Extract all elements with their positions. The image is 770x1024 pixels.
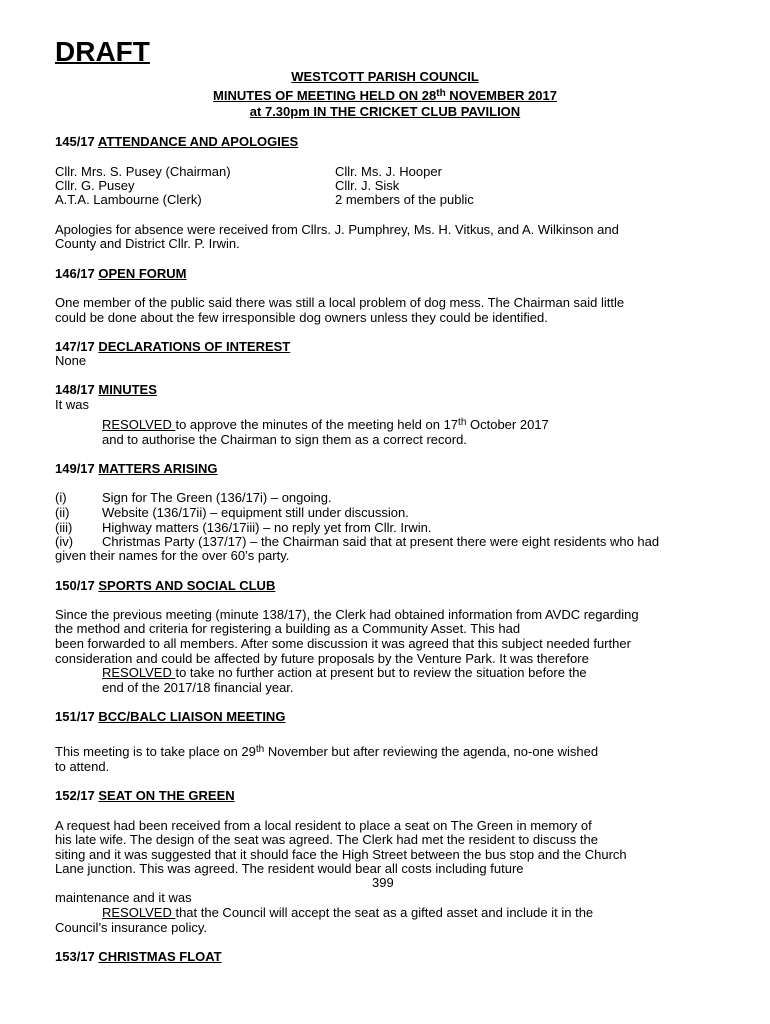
paragraph-line: to attend. — [55, 759, 110, 774]
attendee-right: 2 members of the public — [335, 192, 474, 207]
section-heading-sports-social: 150/17 SPORTS AND SOCIAL CLUB — [55, 578, 276, 593]
apologies-line: County and District Cllr. P. Irwin. — [55, 236, 240, 251]
resolved-line: end of the 2017/18 financial year. — [102, 680, 294, 695]
document-page: DRAFT WESTCOTT PARISH COUNCIL MINUTES OF MEETING HELD ON 28th NOVEMBER 2017 at 7.30pm IN THE CRICKET CLUB PAVILION 145/17 ATTENDANCE AND APOLOGIES Cllr. Mrs. S. Pusey (Chairman) Cllr. G. Pusey A.T.A. Lambourne (Clerk) Cllr. Ms. J. Hooper Cllr. J. Sisk 2 members of the public Apologies for absence were received from Cllrs. J. Pumphrey, Ms. H. Vitkus, and A. Wilkinson and County and District Cllr. P. Irwin. 146/17 OPEN FORUM One member of the public said there was still a local problem of dog mess. The Chairman said little could be done about the few irresponsible dog owners unless they could be identified. 147/17 DECLARATIONS OF INTEREST None 148/17 MINUTES It was RESOLVED to approve the minutes of the meeting held on 17th October 2017 and to authorise the Chairman to sign them as a correct record. 149/17 MATTERS ARISING (i) Sign for The Green (136/17i) – ongoing. (ii) Website (136/17ii) – equipment still under discussion. (iii) Highway matters (136/17iii) – no reply yet from Cllr. Irwin. (iv) Christmas Party (137/17) – the Chairman said that at present there were eight residents who had given their names for the over 60’s party. 150/17 SPORTS AND SOCIAL CLUB Since the previous meeting (minute 138/17), the Clerk had obtained information from AVDC regarding the method and criteria for registering a building as a Community Asset. This had been forwarded to all members. After some discussion it was agreed that this subject needed further consideration and could be affected by future proposals by the Venture Park. It was therefore RESOLVED to take no further action at present but to review the situation before the end of the 2017/18 financial year. 151/17 BCC/BALC LIAISON MEETING This meeting is to take place on 29th November but after reviewing the agenda, no-one wished to attend. 152/17 SEAT ON THE GREEN A request had been received from a local resident to place a seat on The Green in memory of his late wife. The design of the seat was agreed. The Clerk had met the resident to discuss the siting and it was suggested that it should face the High Street between the bus stop and the Church Lane junction. This was agreed. The resident would bear all costs including future 399 maintenance and it was RESOLVED that the Council will accept the seat as a gifted asset and include it in the Council’s insurance policy. 153/17 CHRISTMAS FLOAT — [0, 0, 770, 1024]
paragraph-line: This meeting is to take place on 29th November but after reviewing the agenda, no-one wished — [55, 744, 599, 759]
paragraph-line: been forwarded to all members. After some discussion it was agreed that this subject needed further — [55, 636, 631, 651]
section-heading-open-forum: 146/17 OPEN FORUM — [55, 266, 187, 281]
resolved-line: RESOLVED to take no further action at present but to review the situation before the — [102, 665, 587, 680]
resolved-line: RESOLVED to approve the minutes of the meeting held on 17th October 2017 — [102, 417, 549, 432]
declarations-text: None — [55, 353, 87, 368]
paragraph-line: consideration and could be affected by future proposals by the Venture Park. It was therefore — [55, 651, 589, 666]
paragraph-line: could be done about the few irresponsible dog owners unless they could be identified. — [55, 310, 548, 325]
page-number: 399 — [372, 875, 394, 890]
paragraph-line: maintenance and it was — [55, 890, 192, 905]
section-heading-attendance: 145/17 ATTENDANCE AND APOLOGIES — [55, 134, 299, 149]
paragraph-line: Council’s insurance policy. — [55, 920, 207, 935]
attendee-left: Cllr. G. Pusey — [55, 178, 135, 193]
attendee-left: Cllr. Mrs. S. Pusey (Chairman) — [55, 164, 231, 179]
attendee-right: Cllr. J. Sisk — [335, 178, 400, 193]
attendee-left: A.T.A. Lambourne (Clerk) — [55, 192, 202, 207]
list-continuation: given their names for the over 60’s party. — [55, 548, 290, 563]
paragraph-line: Since the previous meeting (minute 138/17), the Clerk had obtained information from AVDC regarding — [55, 607, 639, 622]
minutes-title: MINUTES OF MEETING HELD ON 28th NOVEMBER 2017 — [213, 88, 557, 103]
resolved-line: RESOLVED that the Council will accept the seat as a gifted asset and include it in the — [102, 905, 594, 920]
paragraph-line: A request had been received from a local resident to place a seat on The Green in memory of — [55, 818, 592, 833]
section-heading-declarations: 147/17 DECLARATIONS OF INTEREST — [55, 339, 291, 354]
resolved-line: and to authorise the Chairman to sign them as a correct record. — [102, 432, 467, 447]
venue-line: at 7.30pm IN THE CRICKET CLUB PAVILION — [249, 104, 521, 119]
council-name: WESTCOTT PARISH COUNCIL — [291, 69, 479, 84]
attendee-right: Cllr. Ms. J. Hooper — [335, 164, 442, 179]
paragraph-line: Lane junction. This was agreed. The resident would bear all costs including future — [55, 861, 524, 876]
section-heading-seat: 152/17 SEAT ON THE GREEN — [55, 788, 235, 803]
paragraph-line: siting and it was suggested that it should face the High Street between the bus stop and the Church — [55, 847, 627, 862]
paragraph-line: his late wife. The design of the seat was agreed. The Clerk had met the resident to discuss the — [55, 832, 598, 847]
draft-label: DRAFT — [55, 36, 150, 67]
it-was-text: It was — [55, 397, 89, 412]
section-heading-christmas-float: 153/17 CHRISTMAS FLOAT — [55, 949, 222, 964]
section-heading-liaison: 151/17 BCC/BALC LIAISON MEETING — [55, 709, 286, 724]
apologies-line: Apologies for absence were received from Cllrs. J. Pumphrey, Ms. H. Vitkus, and A. Wilkinson and — [55, 222, 619, 237]
section-heading-matters-arising: 149/17 MATTERS ARISING — [55, 461, 218, 476]
paragraph-line: One member of the public said there was still a local problem of dog mess. The Chairman said little — [55, 295, 625, 310]
paragraph-line: the method and criteria for registering a building as a Community Asset. This had — [55, 621, 521, 636]
section-heading-minutes: 148/17 MINUTES — [55, 382, 157, 397]
